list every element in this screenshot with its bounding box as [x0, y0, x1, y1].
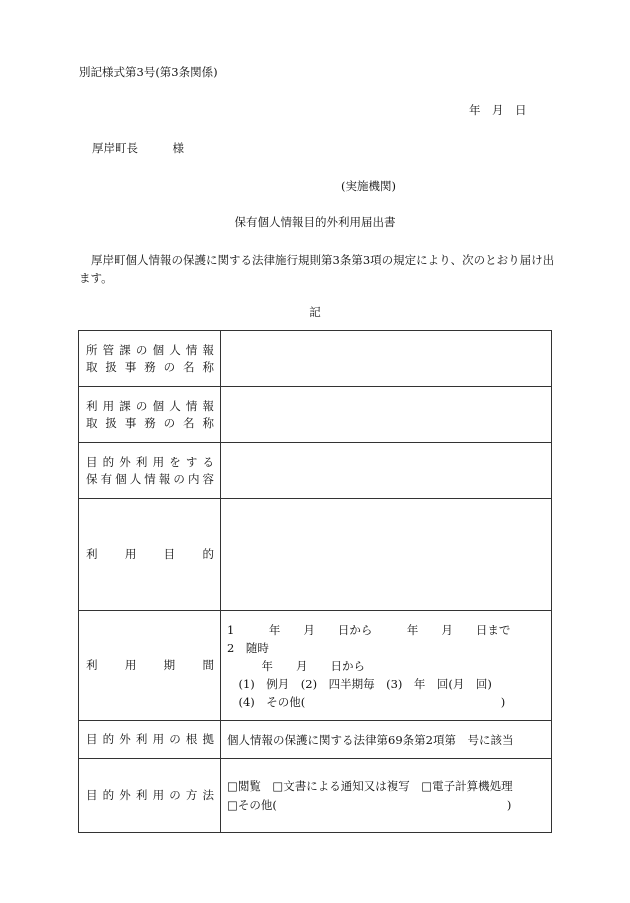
table-row	[79, 721, 552, 759]
ki-marker: 記	[309, 305, 321, 319]
label-line-1: 目 的 外 利 用 の 方 法	[86, 788, 214, 802]
row-label-purpose	[79, 499, 221, 611]
period-from-date: 年 月 日から	[227, 658, 365, 673]
table-row	[79, 387, 552, 443]
value-information-content[interactable]	[221, 443, 552, 499]
label-line-2: 取 扱 事 務 の 名 称	[86, 415, 214, 430]
label-line-1: 利 用 期 間	[86, 658, 214, 672]
document-title: 保有個人情報目的外利用届出書	[234, 215, 396, 229]
period-other: (4) その他( )	[227, 694, 506, 709]
row-label-method	[79, 759, 221, 833]
row-label-managing-section	[79, 331, 221, 387]
table-row	[79, 611, 552, 721]
label-line-1: 目 的 外 利 用 の 根 拠	[86, 732, 214, 746]
method-options[interactable]: □閲覧 □文書による通知又は複写 □電子計算機処理	[227, 778, 513, 793]
form-table	[78, 330, 552, 833]
label-line-1: 利 用 目 的	[86, 547, 214, 561]
table-row	[79, 759, 552, 833]
label-line-1: 利 用 課 の 個 人 情 報	[86, 398, 214, 413]
table-row	[79, 443, 552, 499]
period-option-1: 1 年 月 日から 年 月 日まで	[227, 622, 511, 637]
value-period[interactable]	[221, 611, 552, 721]
value-using-section[interactable]	[221, 387, 552, 443]
value-purpose[interactable]	[221, 499, 552, 611]
value-legal-basis[interactable]: 個人情報の保護に関する法律第69条第2項第 号に該当	[221, 721, 552, 759]
period-frequency: (1) 例月 (2) 四半期毎 (3) 年 回(月 回)	[227, 676, 492, 691]
addressee: 厚岸町長 様	[92, 141, 184, 155]
label-line-2: 保 有 個 人 情 報 の 内 容	[86, 471, 214, 486]
period-option-2: 2 随時	[227, 640, 269, 655]
method-other[interactable]: □その他( )	[227, 797, 512, 812]
row-label-period	[79, 611, 221, 721]
value-method[interactable]	[221, 759, 552, 833]
table-row	[79, 331, 552, 387]
implementing-agency-label: (実施機関)	[341, 179, 396, 193]
row-label-information-content	[79, 443, 221, 499]
row-label-legal-basis	[79, 721, 221, 759]
date-line: 年 月 日	[469, 103, 527, 117]
value-managing-section[interactable]	[221, 331, 552, 387]
body-text: 厚岸町個人情報の保護に関する法律施行規則第3条第3項の規定により、次のとおり届け出ます。	[79, 253, 555, 285]
label-line-1: 所 管 課 の 個 人 情 報	[86, 342, 214, 357]
table-row	[79, 499, 552, 611]
row-label-using-section	[79, 387, 221, 443]
label-line-1: 目 的 外 利 用 を す る	[86, 454, 214, 469]
form-number-label: 別記様式第3号(第3条関係)	[79, 65, 218, 79]
label-line-2: 取 扱 事 務 の 名 称	[86, 359, 214, 374]
